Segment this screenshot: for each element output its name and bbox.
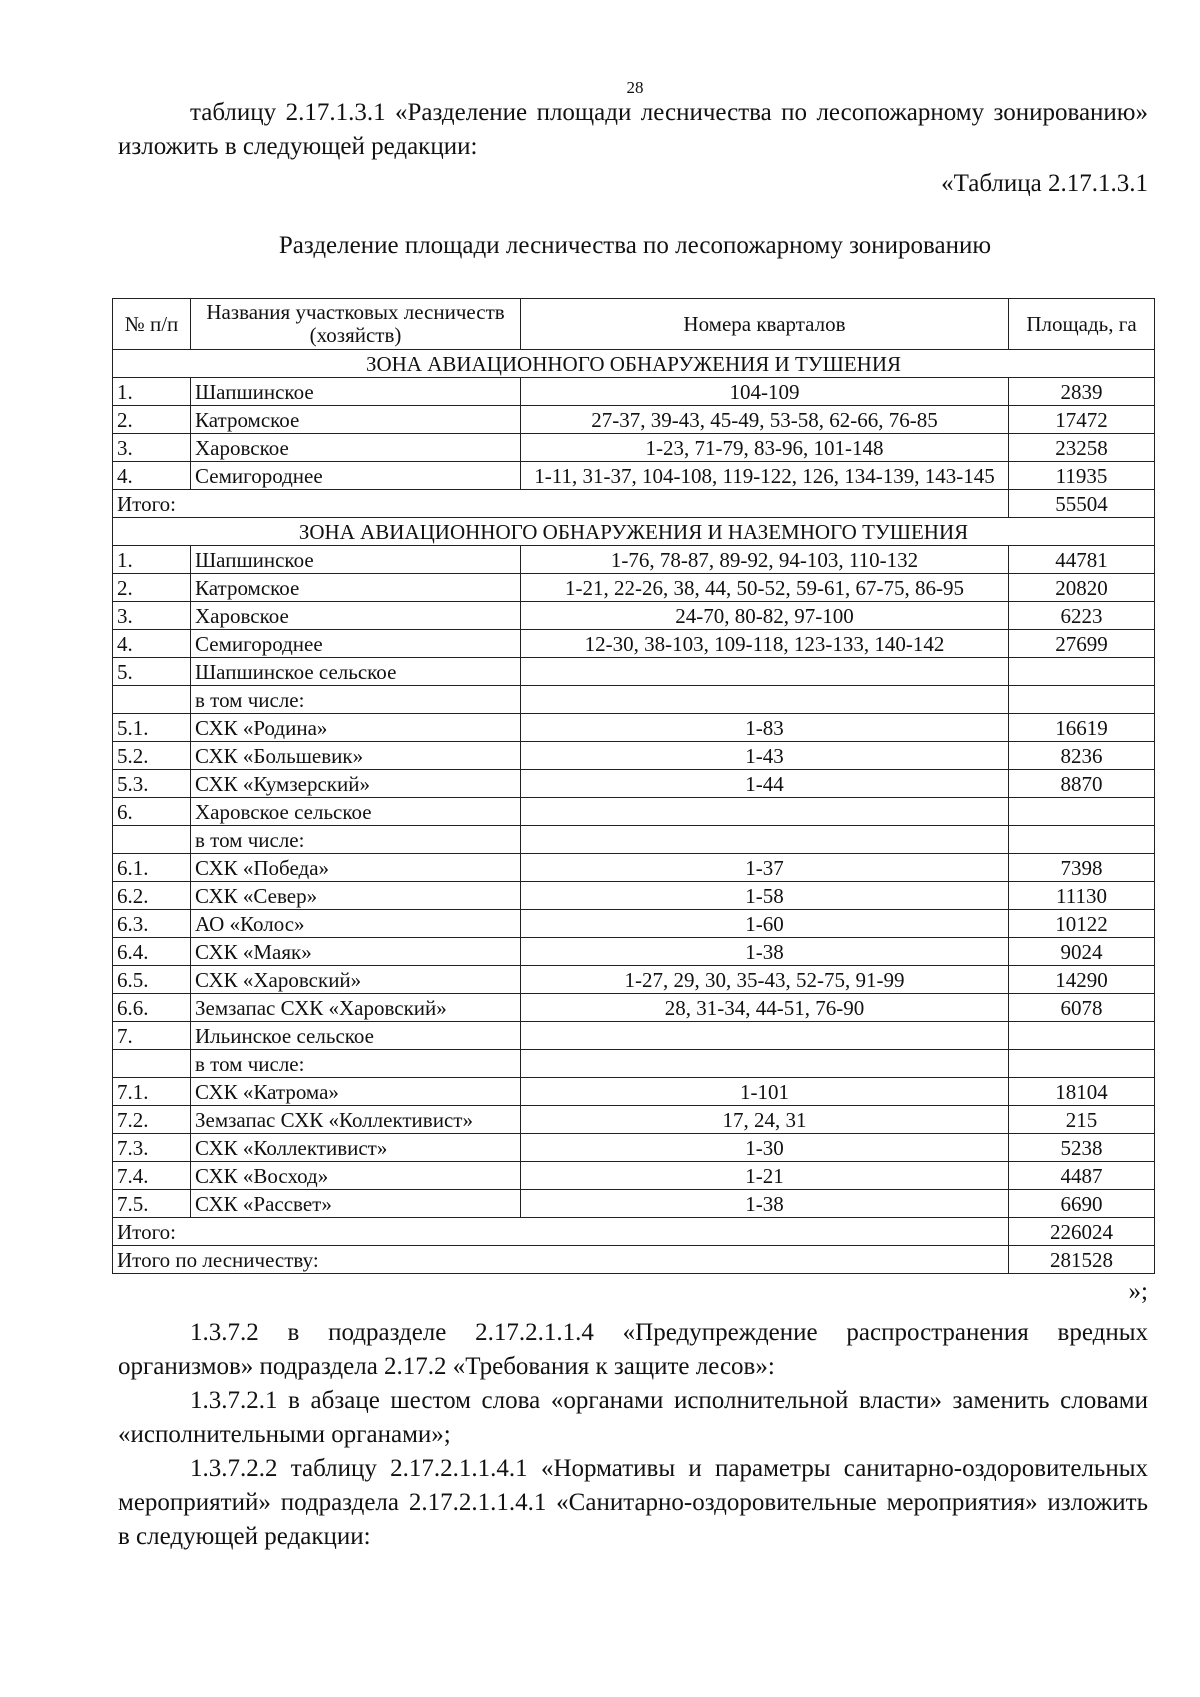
cell-area [1009, 826, 1155, 854]
cell-name: Шапшинское [191, 378, 521, 406]
total-label: Итого: [113, 490, 1009, 518]
table-row [113, 658, 1155, 686]
cell-num [113, 826, 191, 854]
closing-mark: »; [1128, 1278, 1148, 1305]
cell-name: СХК «Коллективист» [191, 1134, 521, 1162]
cell-name: в том числе: [191, 826, 521, 854]
cell-num [113, 1050, 191, 1078]
cell-num [113, 686, 191, 714]
cell-area: 7398 [1009, 854, 1155, 882]
cell-area: 44781 [1009, 546, 1155, 574]
cell-num: 6.5. [113, 966, 191, 994]
zone-title-row [113, 518, 1155, 546]
paragraph: 1.3.7.2.2 таблицу 2.17.2.1.1.4.1 «Нормативы и параметры санитарно-оздоровительных мероприятий» подраздела 2.17.2.1.1.4.1 «Санитарно-оздоровительные мероприятия» изложить в следующей редакции: [118, 1455, 1148, 1550]
cell-name: в том числе: [191, 1050, 521, 1078]
cell-quarters: 1-38 [521, 1190, 1009, 1218]
cell-quarters: 1-37 [521, 854, 1009, 882]
cell-quarters: 1-23, 71-79, 83-96, 101-148 [521, 434, 1009, 462]
cell-num: 3. [113, 434, 191, 462]
table-row [113, 994, 1155, 1022]
cell-area: 14290 [1009, 966, 1155, 994]
cell-num: 4. [113, 462, 191, 490]
cell-area: 23258 [1009, 434, 1155, 462]
cell-area: 4487 [1009, 1162, 1155, 1190]
cell-area: 215 [1009, 1106, 1155, 1134]
cell-num: 1. [113, 546, 191, 574]
cell-area: 6690 [1009, 1190, 1155, 1218]
total-value: 281528 [1009, 1246, 1155, 1274]
cell-num: 4. [113, 630, 191, 658]
cell-area: 11130 [1009, 882, 1155, 910]
cell-num: 7.2. [113, 1106, 191, 1134]
table-row [113, 1190, 1155, 1218]
cell-quarters: 12-30, 38-103, 109-118, 123-133, 140-142 [521, 630, 1009, 658]
cell-area [1009, 1022, 1155, 1050]
cell-name: Харовское [191, 602, 521, 630]
cell-name: Ильинское сельское [191, 1022, 521, 1050]
grand-total-row [113, 1246, 1155, 1274]
cell-name: СХК «Север» [191, 882, 521, 910]
table-row [113, 742, 1155, 770]
cell-num: 6.1. [113, 854, 191, 882]
cell-area: 18104 [1009, 1078, 1155, 1106]
table-row [113, 686, 1155, 714]
cell-num: 7.3. [113, 1134, 191, 1162]
table-row [113, 1134, 1155, 1162]
cell-num: 5.3. [113, 770, 191, 798]
table-label: «Таблица 2.17.1.3.1 [941, 170, 1148, 197]
cell-quarters: 1-44 [521, 770, 1009, 798]
intro-text: таблицу 2.17.1.3.1 «Разделение площади лесничества по лесопожарному зонированию» изложить в следующей редакции: [118, 99, 1148, 160]
table-row [113, 798, 1155, 826]
table-row [113, 826, 1155, 854]
table-row [113, 770, 1155, 798]
table-row [113, 854, 1155, 882]
header-name: Названия участковых лесничеств (хозяйств) [191, 299, 521, 350]
cell-area: 6223 [1009, 602, 1155, 630]
cell-name: Земзапас СХК «Харовский» [191, 994, 521, 1022]
cell-area: 9024 [1009, 938, 1155, 966]
cell-area: 27699 [1009, 630, 1155, 658]
cell-quarters: 1-30 [521, 1134, 1009, 1162]
cell-name: СХК «Катрома» [191, 1078, 521, 1106]
cell-quarters: 28, 31-34, 44-51, 76-90 [521, 994, 1009, 1022]
cell-quarters [521, 1050, 1009, 1078]
cell-num: 5.2. [113, 742, 191, 770]
zone-total-row [113, 490, 1155, 518]
cell-num: 7.4. [113, 1162, 191, 1190]
cell-num: 6.4. [113, 938, 191, 966]
table-title: Разделение площади лесничества по лесопожарному зонированию [278, 232, 992, 259]
zone-title-row [113, 350, 1155, 378]
cell-area: 10122 [1009, 910, 1155, 938]
cell-name: СХК «Восход» [191, 1162, 521, 1190]
cell-area [1009, 686, 1155, 714]
cell-area [1009, 1050, 1155, 1078]
cell-quarters [521, 686, 1009, 714]
cell-quarters: 1-76, 78-87, 89-92, 94-103, 110-132 [521, 546, 1009, 574]
table-header-row [113, 299, 1155, 350]
cell-name: СХК «Победа» [191, 854, 521, 882]
intro-paragraph [118, 96, 1148, 164]
cell-num: 6. [113, 798, 191, 826]
cell-name: СХК «Харовский» [191, 966, 521, 994]
table-row [113, 910, 1155, 938]
table-row [113, 882, 1155, 910]
total-value: 226024 [1009, 1218, 1155, 1246]
cell-name: СХК «Большевик» [191, 742, 521, 770]
table-row [113, 714, 1155, 742]
cell-quarters: 1-21, 22-26, 38, 44, 50-52, 59-61, 67-75, 86-95 [521, 574, 1009, 602]
cell-quarters [521, 658, 1009, 686]
cell-quarters: 1-27, 29, 30, 35-43, 52-75, 91-99 [521, 966, 1009, 994]
cell-quarters: 1-58 [521, 882, 1009, 910]
cell-area: 8870 [1009, 770, 1155, 798]
cell-quarters: 1-43 [521, 742, 1009, 770]
paragraph: 1.3.7.2 в подразделе 2.17.2.1.1.4 «Предупреждение распространения вредных организмов» подраздела 2.17.2 «Требования к защите лесов»: [118, 1319, 1148, 1380]
cell-quarters: 1-101 [521, 1078, 1009, 1106]
cell-quarters: 1-38 [521, 938, 1009, 966]
table-row [113, 1022, 1155, 1050]
cell-num: 6.2. [113, 882, 191, 910]
cell-num: 7.1. [113, 1078, 191, 1106]
cell-area: 2839 [1009, 378, 1155, 406]
cell-area: 16619 [1009, 714, 1155, 742]
table-body [113, 350, 1155, 1274]
cell-name: АО «Колос» [191, 910, 521, 938]
cell-num: 7.5. [113, 1190, 191, 1218]
cell-quarters: 104-109 [521, 378, 1009, 406]
cell-name: СХК «Маяк» [191, 938, 521, 966]
header-area: Площадь, га [1009, 299, 1155, 350]
cell-quarters [521, 798, 1009, 826]
cell-name: Шапшинское [191, 546, 521, 574]
cell-area: 8236 [1009, 742, 1155, 770]
table-row [113, 966, 1155, 994]
table-row [113, 546, 1155, 574]
table-row [113, 1162, 1155, 1190]
cell-name: Земзапас СХК «Коллективист» [191, 1106, 521, 1134]
cell-quarters: 17, 24, 31 [521, 1106, 1009, 1134]
cell-name: Катромское [191, 574, 521, 602]
header-num: № п/п [113, 299, 191, 350]
cell-area: 6078 [1009, 994, 1155, 1022]
cell-num: 6.3. [113, 910, 191, 938]
table-row [113, 938, 1155, 966]
page-number: 28 [626, 78, 644, 97]
table-row [113, 602, 1155, 630]
header-quarters: Номера кварталов [521, 299, 1009, 350]
cell-name: СХК «Кумзерский» [191, 770, 521, 798]
zone-title: ЗОНА АВИАЦИОННОГО ОБНАРУЖЕНИЯ И ТУШЕНИЯ [113, 350, 1155, 378]
cell-quarters: 1-60 [521, 910, 1009, 938]
forest-zoning-table [112, 298, 1155, 1274]
cell-area [1009, 658, 1155, 686]
cell-num: 7. [113, 1022, 191, 1050]
cell-name: СХК «Родина» [191, 714, 521, 742]
cell-quarters [521, 1022, 1009, 1050]
table-row [113, 1106, 1155, 1134]
table-row [113, 462, 1155, 490]
paragraph: 1.3.7.2.1 в абзаце шестом слова «органами исполнительной власти» заменить словами «исполнительными органами»; [118, 1387, 1148, 1448]
cell-num: 1. [113, 378, 191, 406]
cell-quarters: 24-70, 80-82, 97-100 [521, 602, 1009, 630]
total-label: Итого: [113, 1218, 1009, 1246]
table-row [113, 406, 1155, 434]
cell-name: в том числе: [191, 686, 521, 714]
cell-area: 5238 [1009, 1134, 1155, 1162]
zone-title: ЗОНА АВИАЦИОННОГО ОБНАРУЖЕНИЯ И НАЗЕМНОГО ТУШЕНИЯ [113, 518, 1155, 546]
cell-name: Семигороднее [191, 630, 521, 658]
cell-num: 2. [113, 574, 191, 602]
cell-quarters: 1-21 [521, 1162, 1009, 1190]
cell-name: Семигороднее [191, 462, 521, 490]
cell-name: Катромское [191, 406, 521, 434]
total-label: Итого по лесничеству: [113, 1246, 1009, 1274]
cell-num: 5. [113, 658, 191, 686]
cell-area: 17472 [1009, 406, 1155, 434]
table-row [113, 434, 1155, 462]
cell-num: 5.1. [113, 714, 191, 742]
table-row [113, 1078, 1155, 1106]
cell-num: 2. [113, 406, 191, 434]
cell-quarters: 1-83 [521, 714, 1009, 742]
table-row [113, 378, 1155, 406]
cell-area: 11935 [1009, 462, 1155, 490]
cell-quarters: 1-11, 31-37, 104-108, 119-122, 126, 134-139, 143-145 [521, 462, 1009, 490]
table-row [113, 574, 1155, 602]
cell-name: Харовское сельское [191, 798, 521, 826]
table-row [113, 630, 1155, 658]
zone-total-row [113, 1218, 1155, 1246]
cell-quarters [521, 826, 1009, 854]
cell-area: 20820 [1009, 574, 1155, 602]
cell-num: 3. [113, 602, 191, 630]
cell-name: СХК «Рассвет» [191, 1190, 521, 1218]
cell-quarters: 27-37, 39-43, 45-49, 53-58, 62-66, 76-85 [521, 406, 1009, 434]
cell-name: Шапшинское сельское [191, 658, 521, 686]
cell-area [1009, 798, 1155, 826]
table-row [113, 1050, 1155, 1078]
cell-num: 6.6. [113, 994, 191, 1022]
total-value: 55504 [1009, 490, 1155, 518]
cell-name: Харовское [191, 434, 521, 462]
